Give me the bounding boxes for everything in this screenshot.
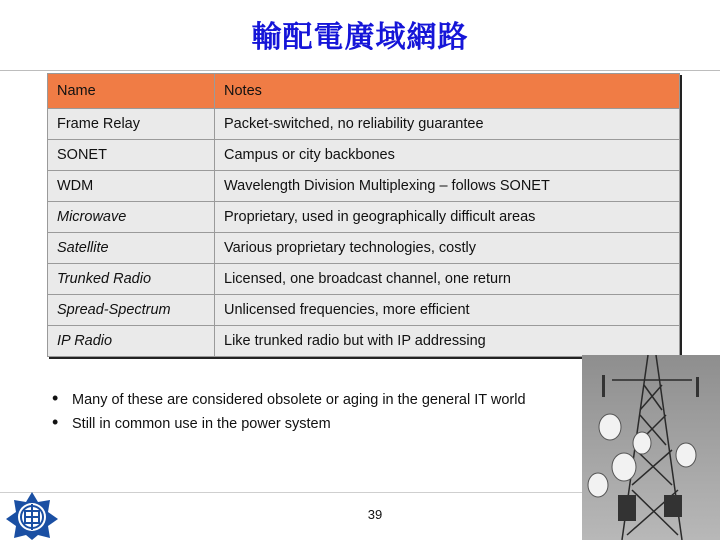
bullet-text: Still in common use in the power system (72, 416, 331, 432)
row-notes-cell: Various proprietary technologies, costly (215, 233, 680, 264)
row-notes-cell: Proprietary, used in geographically difficult areas (215, 202, 680, 233)
table-row (48, 326, 680, 357)
column-header-notes: Notes (215, 74, 680, 109)
table-row (48, 109, 680, 140)
row-notes-cell: Wavelength Division Multiplexing – follows SONET (215, 171, 680, 202)
table-row (48, 171, 680, 202)
row-name-cell: WDM (48, 171, 215, 202)
table-header-row (48, 74, 680, 109)
slide-title: 輸配電廣域網路 (251, 20, 469, 55)
wan-technologies-table (47, 73, 680, 357)
bullet-dot-icon: • (52, 388, 59, 408)
page-number: 39 (367, 507, 383, 522)
table-row (48, 233, 680, 264)
footer-divider (0, 492, 585, 493)
row-notes-cell: Like trunked radio but with IP addressing (215, 326, 680, 357)
table-row (48, 140, 680, 171)
row-name-cell: IP Radio (48, 326, 215, 357)
bullet-item (52, 412, 572, 432)
table-row (48, 295, 680, 326)
taipower-logo-icon (3, 490, 61, 540)
column-header-name: Name (48, 74, 215, 109)
row-name-cell: Trunked Radio (48, 264, 215, 295)
row-name-cell: SONET (48, 140, 215, 171)
row-notes-cell: Licensed, one broadcast channel, one return (215, 264, 680, 295)
row-notes-cell: Campus or city backbones (215, 140, 680, 171)
row-name-cell: Microwave (48, 202, 215, 233)
telecom-tower-photo (582, 355, 720, 540)
bullet-list (52, 388, 572, 440)
bullet-text: Many of these are considered obsolete or aging in the general IT world (72, 392, 526, 408)
row-name-cell: Satellite (48, 233, 215, 264)
bullet-item (52, 388, 572, 408)
row-name-cell: Spread-Spectrum (48, 295, 215, 326)
table-row (48, 202, 680, 233)
row-notes-cell: Unlicensed frequencies, more efficient (215, 295, 680, 326)
bullet-dot-icon: • (52, 412, 59, 432)
table-row (48, 264, 680, 295)
title-divider (0, 70, 720, 71)
row-name-cell: Frame Relay (48, 109, 215, 140)
row-notes-cell: Packet-switched, no reliability guarantee (215, 109, 680, 140)
